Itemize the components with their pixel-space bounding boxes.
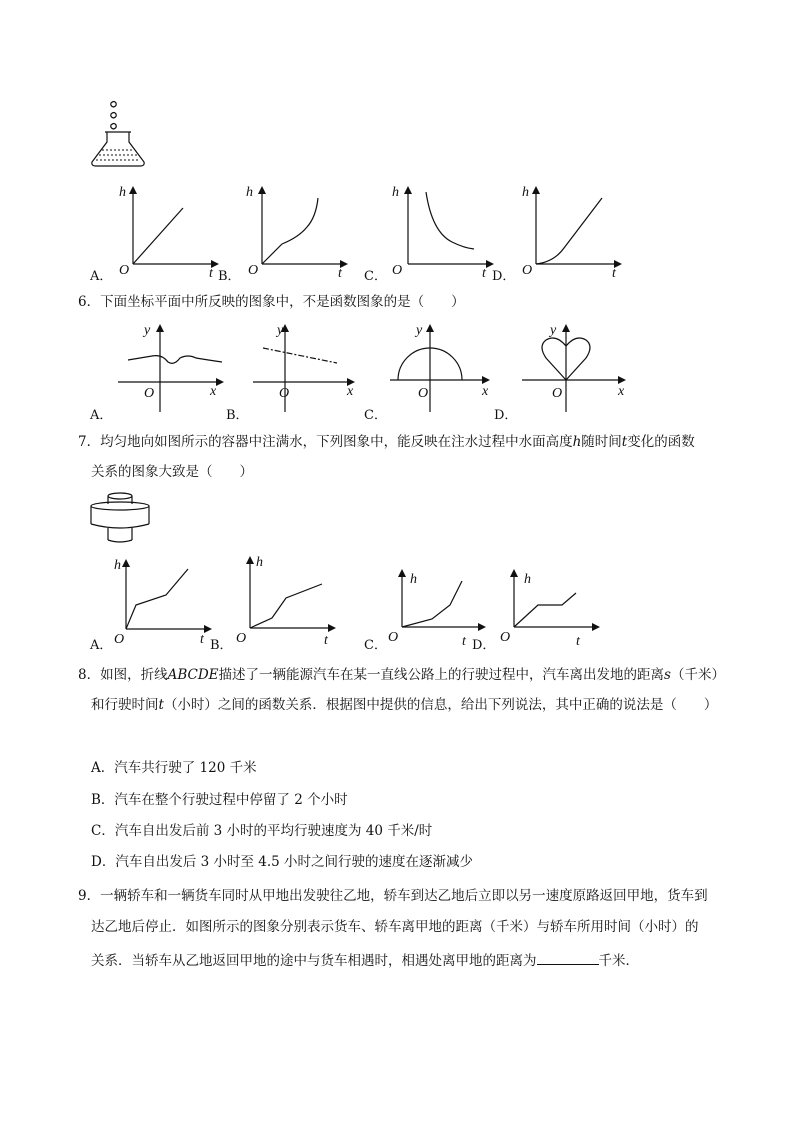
water-drop-icon — [111, 113, 116, 119]
q7-stem-line1 — [78, 432, 695, 452]
q7-text-a: 均匀地向如图所示的容器中注满水，下列图象中，能反映在注水过程中水面高度 — [100, 434, 573, 450]
q8-var-s: s — [664, 667, 671, 683]
q7d-axis-v: h — [524, 572, 531, 587]
q5-option-d: D． — [492, 269, 516, 284]
q6c-axis-h: x — [482, 384, 489, 399]
q5a-origin: O — [119, 263, 130, 278]
q7-var-h: h — [572, 434, 582, 450]
q8-text-a: 如图，折线 — [100, 667, 168, 683]
q6d-origin: O — [552, 386, 563, 401]
water-drop-icon — [111, 124, 116, 130]
q5c-axis-v: h — [392, 185, 399, 200]
q8-stem-line2 — [91, 695, 717, 715]
q8-polyline-name: ABCDE — [167, 667, 219, 683]
q7-option-a: A． — [90, 638, 113, 653]
q6-stem — [78, 292, 465, 312]
q8-stem-line1 — [78, 665, 725, 685]
q6c-origin: O — [418, 386, 429, 401]
q6b-axis-v: y — [277, 323, 284, 338]
q9-text-a: 一辆轿车和一辆货车同时从甲地出发驶往乙地，轿车到达乙地后立即以另一速度原路返回甲地，货车到 — [100, 888, 708, 904]
q9-text-d: 千米． — [598, 953, 639, 969]
flask-outline — [92, 132, 144, 166]
q6-option-d: D． — [494, 408, 518, 423]
q8-choice-c: C．汽车自出发后前 3 小时的平均行驶速度为 40 千米/时 — [91, 823, 433, 839]
q5-graph-c — [390, 182, 500, 281]
q8-choice-a: A．汽车共行驶了 120 千米 — [91, 760, 257, 776]
q7-graph-a — [112, 555, 222, 650]
q9-stem-line1 — [78, 886, 708, 906]
q7b-axis-v: h — [256, 555, 263, 570]
q6a-origin: O — [144, 386, 155, 401]
q6-option-b: B． — [226, 408, 249, 423]
q7-var-t: t — [621, 434, 628, 450]
q5-option-b: B． — [218, 269, 241, 284]
q5d-origin: O — [522, 263, 533, 278]
q6-graph-a — [118, 320, 228, 415]
q6b-origin: O — [279, 386, 290, 401]
q6a-axis-v: y — [144, 323, 151, 338]
q6c-axis-v: y — [416, 323, 423, 338]
q6d-axis-h: x — [618, 384, 625, 399]
q7a-axis-h: t — [200, 632, 204, 647]
q8-number: 8． — [78, 667, 101, 683]
q8-var-t: t — [158, 697, 164, 713]
water-drop-icon — [111, 102, 116, 108]
q5-option-a: A． — [90, 269, 113, 284]
q7-option-d: D． — [472, 638, 496, 653]
q7a-origin: O — [114, 632, 125, 647]
q7c-origin: O — [388, 630, 399, 645]
q7-option-b: B． — [210, 638, 233, 653]
q7-number: 7． — [78, 434, 101, 450]
q7b-origin: O — [236, 631, 247, 646]
q5b-axis-h: t — [338, 266, 342, 281]
q5d-axis-h: t — [612, 266, 616, 281]
q7-graph-d — [500, 565, 610, 650]
q7d-axis-h: t — [576, 634, 580, 649]
q5b-axis-v: h — [246, 185, 253, 200]
q9-text-c: 关系．当轿车从乙地返回甲地的途中与货车相遇时，相遇处离甲地的距离为 — [91, 953, 537, 969]
q9-stem-line3 — [91, 950, 639, 971]
q9-stem-line2: 达乙地后停止．如图所示的图象分别表示货车、轿车离甲地的距离（千米）与轿车所用时间（小时）的 — [91, 919, 699, 935]
q6-option-c: C． — [364, 408, 387, 423]
q7a-axis-v: h — [114, 558, 121, 573]
q6-graph-c — [390, 320, 500, 415]
q8-text-d: 和行驶时间 — [91, 697, 159, 713]
q6-graph-d — [522, 320, 632, 415]
q6-text: 下面坐标平面中所反映的图象中，不是函数图象的是（ ） — [100, 294, 465, 310]
q5a-axis-h: t — [209, 266, 213, 281]
q7-graph-b — [232, 552, 342, 647]
q7-option-c: C． — [364, 638, 387, 653]
q5d-axis-v: h — [522, 185, 529, 200]
q6-option-a: A． — [90, 408, 113, 423]
q7c-axis-h: t — [462, 634, 466, 649]
q5-graph-b — [244, 182, 354, 281]
q6a-axis-h: x — [210, 384, 217, 399]
q8-text-c: （千米） — [670, 667, 725, 683]
q5-option-c: C． — [364, 269, 387, 284]
container-figure — [88, 490, 152, 546]
q7d-origin: O — [500, 630, 511, 645]
q9-number: 9． — [78, 888, 101, 904]
q8-choice-b: B．汽车在整个行驶过程中停留了 2 个小时 — [91, 792, 348, 808]
q5-graph-d — [518, 182, 628, 281]
q5c-origin: O — [392, 263, 403, 278]
q6-graph-b — [253, 320, 363, 415]
q9-answer-blank[interactable] — [537, 950, 599, 965]
flask-figure — [88, 100, 148, 172]
q5c-axis-h: t — [482, 266, 486, 281]
q8-choice-d: D．汽车自出发后 3 小时至 4.5 小时之间行驶的速度在逐渐减少 — [91, 854, 474, 870]
q5a-axis-v: h — [119, 185, 126, 200]
q6d-axis-v: y — [550, 323, 557, 338]
q6-number: 6． — [78, 294, 101, 310]
q8-text-b: 描述了一辆能源汽车在某一直线公路上的行驶过程中，汽车离出发地的距离 — [218, 667, 665, 683]
q6b-axis-h: x — [347, 384, 354, 399]
q5b-origin: O — [248, 263, 259, 278]
q7-stem-line2: 关系的图象大致是（ ） — [91, 464, 253, 480]
q5-graph-a — [115, 182, 225, 281]
q7-text-c: 变化的函数 — [627, 434, 695, 450]
q7c-axis-v: h — [410, 572, 417, 587]
q7b-axis-h: t — [324, 633, 328, 648]
q7-text-b: 随时间 — [581, 434, 622, 450]
q8-text-e: （小时）之间的函数关系．根据图中提供的信息，给出下列说法，其中正确的说法是（ ） — [163, 697, 718, 713]
